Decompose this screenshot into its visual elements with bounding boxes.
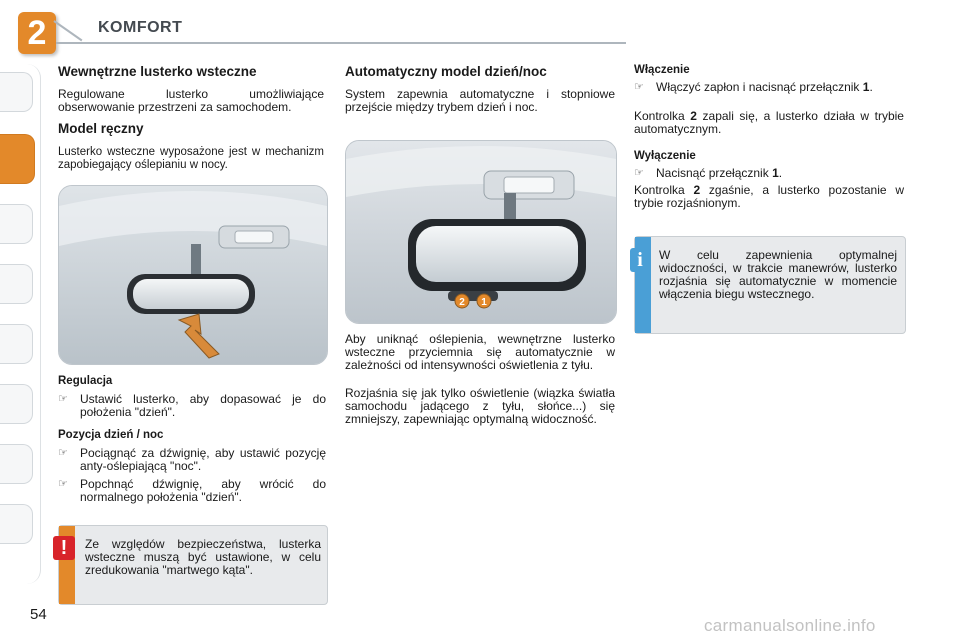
side-tab-3[interactable] bbox=[0, 204, 33, 244]
auto-para-2: Rozjaśnia się jak tylko oświetlenie (wiązka światła samochodu jadącego z tyłu, słońce...) się zmniejszy, zapewniając optymalną widoczność. bbox=[345, 386, 615, 426]
auto-intro: System zapewnia automatyczne i stopniowe przejście między trybem dzień i noc. bbox=[345, 87, 615, 114]
side-tab-4[interactable] bbox=[0, 264, 33, 304]
manual-mirror-illustration bbox=[59, 186, 327, 364]
manual-desc: Lusterko wsteczne wyposażone jest w mechanizm zapobiegający oślepianiu w nocy. bbox=[58, 146, 324, 171]
off-status-number: 2 bbox=[693, 183, 701, 197]
on-item-number: 1 bbox=[862, 80, 870, 94]
info-note bbox=[634, 236, 906, 334]
regulation-item: ☞ Ustawić lusterko, aby dopasować je do położenia "dzień". bbox=[58, 392, 326, 419]
heading-auto-model: Automatyczny model dzień/noc bbox=[345, 64, 547, 79]
pointing-hand-icon: ☞ bbox=[58, 393, 68, 405]
pointing-hand-icon: ☞ bbox=[634, 167, 644, 179]
off-item-text: Nacisnąć przełącznik bbox=[656, 166, 769, 180]
on-status: Kontrolka 2 zapali się, a lusterko działa w trybie automatycznym. bbox=[634, 109, 904, 136]
side-tab-8[interactable] bbox=[0, 504, 33, 544]
header-slant-line bbox=[53, 20, 82, 41]
warning-icon: ! bbox=[53, 536, 75, 560]
auto-para-1: Aby uniknąć oślepienia, wewnętrzne lusterko wsteczne przyciemnia się automatycznie w zależności od intensywności oświetlenia z tyłu. bbox=[345, 332, 615, 372]
side-tab-active[interactable] bbox=[0, 134, 35, 184]
pointing-hand-icon: ☞ bbox=[58, 447, 68, 459]
chapter-badge bbox=[18, 12, 56, 54]
callout-label-1: 1 bbox=[481, 297, 487, 308]
warning-note bbox=[58, 525, 328, 605]
watermark: carmanualsonline.info bbox=[704, 616, 876, 635]
auto-mirror-figure bbox=[345, 140, 617, 324]
pointing-hand-icon: ☞ bbox=[634, 81, 644, 93]
manual-mirror-figure bbox=[58, 185, 328, 365]
off-heading: Wyłączenie bbox=[634, 150, 696, 162]
chapter-number: 2 bbox=[27, 14, 47, 52]
heading-interior-mirror: Wewnętrzne lusterko wsteczne bbox=[58, 64, 257, 79]
callout-label-2: 2 bbox=[459, 297, 465, 308]
off-status: Kontrolka 2 zgaśnie, a lusterko pozostanie w trybie rozjaśnionym. bbox=[634, 183, 904, 210]
position-item-night: ☞ Pociągnąć za dźwignię, aby ustawić pozycję anty-oślepiającą "noc". bbox=[58, 446, 326, 473]
info-icon: i bbox=[630, 248, 650, 272]
page-number: 54 bbox=[30, 606, 47, 623]
on-status-number: 2 bbox=[690, 109, 697, 123]
side-tab-5[interactable] bbox=[0, 324, 33, 364]
side-tabs bbox=[0, 64, 40, 584]
header-rule bbox=[56, 42, 626, 44]
regulation-heading: Regulacja bbox=[58, 375, 113, 387]
pointing-hand-icon: ☞ bbox=[58, 478, 68, 490]
side-tab-1[interactable] bbox=[0, 72, 33, 112]
off-item: ☞ Nacisnąć przełącznik 1. bbox=[634, 166, 783, 180]
on-item: ☞ Włączyć zapłon i nacisnąć przełącznik 1. bbox=[634, 80, 873, 94]
side-tab-7[interactable] bbox=[0, 444, 33, 484]
auto-mirror-illustration bbox=[346, 141, 616, 323]
position-item-day: ☞ Popchnąć dźwignię, aby wrócić do normalnego położenia "dzień". bbox=[58, 477, 326, 504]
side-tab-6[interactable] bbox=[0, 384, 33, 424]
info-text: W celu zapewnienia optymalnej widoczności, w trakcie manewrów, lusterko rozjaśnia się automatycznie w momencie włączenia biegu wstecznego. bbox=[659, 248, 897, 301]
position-heading: Pozycja dzień / noc bbox=[58, 429, 164, 441]
intro-text: Regulowane lusterko umożliwiające obserwowanie przestrzeni za samochodem. bbox=[58, 87, 324, 114]
chapter-title: KOMFORT bbox=[98, 19, 183, 36]
on-item-text: Włączyć zapłon i nacisnąć przełącznik bbox=[656, 80, 860, 94]
heading-manual-model: Model ręczny bbox=[58, 121, 144, 136]
warning-text: Ze względów bezpieczeństwa, lusterka wsteczne muszą być ustawione, w celu zredukowania "martwego kąta". bbox=[85, 537, 321, 577]
on-heading: Włączenie bbox=[634, 64, 690, 76]
off-item-number: 1 bbox=[772, 166, 779, 180]
